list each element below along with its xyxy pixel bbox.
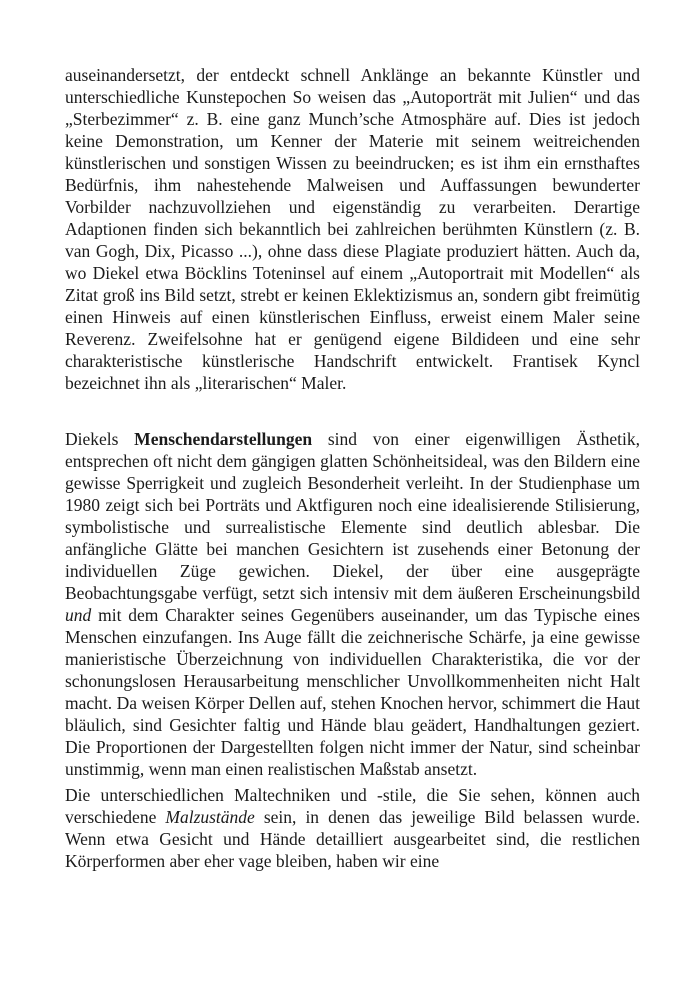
- text-run: sind von einer eigenwilligen Ästhetik, entsprechen oft nicht dem gängigen glatten Schönheitsideal, was den Bildern eine gewisse Sperrigkeit und zugleich Besonderheit verleiht. In der Studienphase um 1980 zeigt sich bei Porträts und Aktfiguren noch eine idealisierende Stilisierung, symbolistische und surrealistische Elemente sind deutlich ablesbar. Die anfängliche Glätte bei manchen Gesichtern ist zusehends einer Betonung der individuellen Züge gewichen. Diekel, der über eine ausgeprägte Beobachtungsgabe verfügt, setzt sich intensiv mit dem äußeren Erscheinungsbild: [65, 429, 640, 603]
- text-run: Menschendarstellungen: [134, 429, 313, 449]
- text-run: Die unterschiedlichen Maltechniken und -stile, die Sie sehen, können auch verschiedene: [65, 785, 640, 827]
- paragraph-artistic-influences: [65, 64, 640, 394]
- text-run: mit dem Charakter seines Gegenübers auseinander, um das Typische eines Menschen einzufangen. Ins Auge fällt die zeichnerische Schärfe, ja eine gewisse manieristische Überzeichnung von individuellen Charakteristika, die vor der schonungslosen Herausarbeitung menschlicher Unvollkommenheiten nicht Halt macht. Da weisen Körper Dellen auf, stehen Knochen hervor, schimmert die Haut bläulich, sind Gesichter faltig und Hände blau geädert, Handhaltungen geziert. Die Proportionen der Dargestellten folgen nicht immer der Natur, sind scheinbar unstimmig, wenn man einen realistischen Maßstab ansetzt.: [65, 605, 640, 779]
- text-run: und: [65, 605, 92, 625]
- text-run: Malzustände: [165, 807, 255, 827]
- paragraph-maltechniken: [65, 784, 640, 872]
- text-run: auseinandersetzt, der entdeckt schnell Anklänge an bekannte Künstler und unterschiedliche Kunstepochen So weisen das „Autoporträt mit Julien“ und das „Sterbezimmer“ z. B. eine ganz Munch’sche Atmosphäre auf. Dies ist jedoch keine Demonstration, um Kenner der Materie mit seinem weitreichenden künstlerischen und sonstigen Wissen zu beeindrucken; es ist ihm ein ernsthaftes Bedürfnis, ihm nahestehende Malweisen und Auffassungen bewunderter Vorbilder nachzuvollziehen und eigenständig zu verarbeiten. Derartige Adaptionen finden sich bekanntlich bei zahlreichen berühmten Künstlern (z. B. van Gogh, Dix, Picasso ...), ohne dass diese Plagiate produziert hätten. Auch da, wo Diekel etwa Böcklins Toteninsel auf einem „Autoportrait mit Modellen“ als Zitat groß ins Bild setzt, strebt er keinen Eklektizismus an, sondern gibt freimütig einen Hinweis auf einen künstlerischen Einfluss, erweist einem Maler seine Reverenz. Zweifelsohne hat er genügend eigene Bildideen und eine sehr charakteristische künstlerische Handschrift entwickelt. Frantisek Kyncl bezeichnet ihn als „literarischen“ Maler.: [65, 65, 640, 393]
- paragraph-menschendarstellungen: [65, 428, 640, 780]
- text-run: sein, in denen das jeweilige Bild belassen wurde. Wenn etwa Gesicht und Hände detailliert ausgearbeitet sind, die restlichen Körperformen aber eher vage bleiben, haben wir eine: [65, 807, 641, 871]
- text-run: Diekels: [65, 429, 135, 449]
